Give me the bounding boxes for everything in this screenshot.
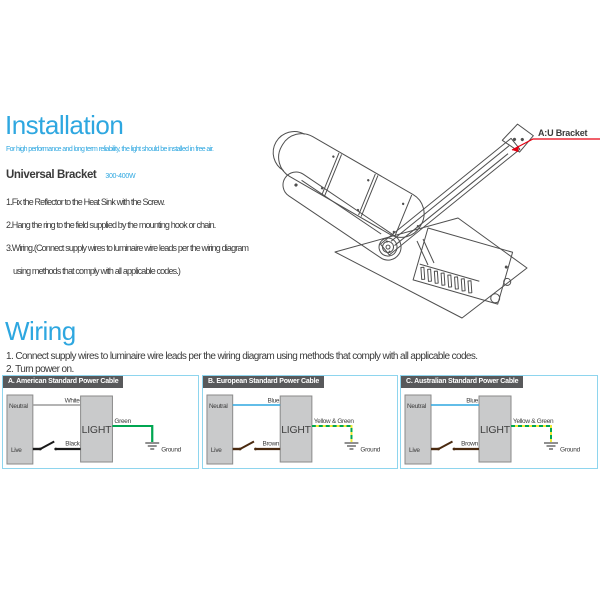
neutral-label: Neutral: [208, 402, 228, 411]
ground-symbol-icon: [544, 443, 558, 449]
live-wire-label: Brown: [461, 440, 478, 448]
neutral-label: Neutral: [8, 402, 28, 411]
panel-a-header: A. American Standard Power Cable: [3, 376, 123, 388]
ground-wire-label: Green: [114, 417, 131, 426]
install-step-1: 1.Fix the Reflector to the Heat Sink with the Screw.: [6, 197, 165, 207]
wattage-note: 300-400W: [105, 173, 136, 180]
ground-wire-base: [312, 426, 352, 442]
ground-wire-label: Yellow & Green: [513, 418, 554, 425]
light-label: LIGHT: [81, 424, 112, 437]
switch-contact-dot: [453, 448, 456, 451]
ground-label: Ground: [360, 446, 381, 454]
ground-wire: [511, 426, 551, 442]
neutral-wire-label: Blue: [267, 397, 280, 405]
neutral-label: Neutral: [407, 403, 426, 410]
u-bracket-label: A:U Bracket: [538, 128, 588, 138]
ground-label: Ground: [161, 446, 181, 454]
lamp-body: [265, 122, 432, 245]
ground-wire-label: Yellow & Green: [313, 417, 354, 426]
switch-hinge-dot: [437, 448, 440, 451]
live-label: Live: [409, 447, 420, 454]
wiring-step-2: 2. Turn power on.: [6, 363, 74, 375]
live-wire-label: Black: [65, 440, 80, 448]
installation-steps: [6, 191, 248, 283]
panel-c-header: C. Australian Standard Power Cable: [401, 376, 523, 388]
live-label: Live: [210, 446, 222, 455]
neutral-wire-label: White: [64, 397, 80, 405]
switch-hinge-dot: [239, 448, 242, 451]
ground-wire-base: [112, 426, 152, 442]
live-label: Live: [10, 446, 22, 455]
switch-contact-dot: [54, 448, 57, 451]
driver-box: [413, 228, 519, 306]
ground-label: Ground: [560, 446, 580, 454]
light-label: LIGHT: [480, 424, 510, 436]
ground-wire: [312, 426, 352, 442]
wiring-step-1: 1. Connect supply wires to luminaire wire leads per the wiring diagram using methods that comply with all applicable codes.: [6, 351, 478, 362]
callout-arrow-icon: [512, 146, 519, 153]
strap-line-2: [423, 239, 434, 263]
ground-wire-base: [511, 426, 551, 442]
ground-symbol-icon: [345, 443, 359, 449]
neutral-wire-label: Blue: [466, 397, 478, 405]
switch-contact-dot: [254, 448, 257, 451]
panel-australian-standard: [400, 375, 598, 469]
installation-title: Installation: [5, 110, 124, 140]
switch-hinge-dot: [39, 448, 42, 451]
wiring-diagram-american: [3, 388, 198, 468]
live-wire-label: Brown: [262, 440, 280, 448]
wiring-title: Wiring: [5, 316, 76, 346]
install-step-2: 2.Hang the ring to the field supplied by the mounting hook or chain.: [6, 220, 216, 230]
install-step-3-cont: using methods that comply with all applicable codes.): [13, 266, 181, 276]
wiring-diagram-european: [203, 388, 397, 468]
callout-leader-line: [512, 139, 600, 150]
panel-european-standard: [202, 375, 398, 469]
wiring-diagram-australian: [401, 388, 597, 468]
bracket-figure: [265, 100, 600, 320]
install-step-3: 3.Wiring.(Connect supply wires to luminaire wire leads per the wiring diagram: [6, 243, 249, 253]
ground-symbol-icon: [145, 443, 159, 449]
installation-subtitle: For high performance and long term reliability, the light should be installed in free air.: [6, 146, 214, 153]
panel-american-standard: [2, 375, 199, 469]
universal-bracket-heading: [6, 169, 135, 181]
panel-b-header: B. European Standard Power Cable: [203, 376, 324, 388]
universal-bracket-label: Universal Bracket: [6, 169, 97, 181]
u-bracket-callout: [512, 128, 600, 152]
wiring-steps: [6, 351, 477, 376]
light-label: LIGHT: [281, 424, 311, 437]
ground-wire: [112, 426, 152, 442]
